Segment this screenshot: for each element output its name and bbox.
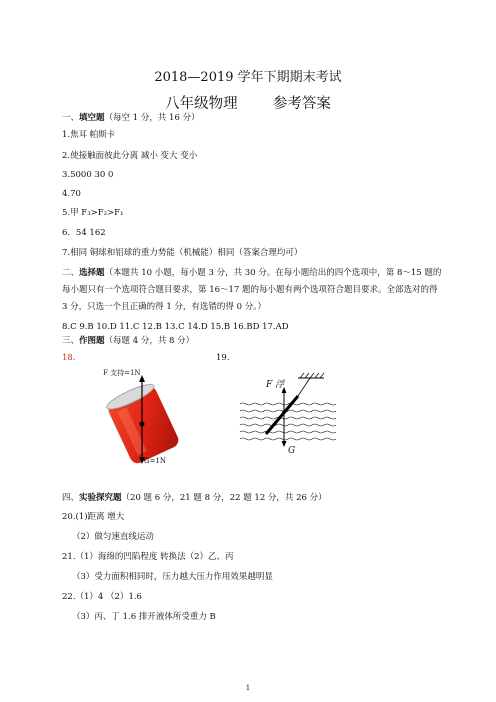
- figure-19: [236, 372, 346, 462]
- answer-3: 3.5000 30 0: [62, 170, 114, 180]
- gravity-label-19: G: [288, 446, 296, 456]
- answer-21-3: （3）受力面积相同时，压力越大压力作用效果越明显: [72, 572, 273, 582]
- support-force-label: F 支持=1N: [103, 369, 141, 377]
- section3-heading: 三、作图题（每题 4 分，共 8 分）: [62, 336, 195, 346]
- section1-heading: 一、填空题（每空 1 分，共 16 分）: [62, 113, 200, 123]
- answer-21-1: 21.（1）海绵的凹陷程度 转换法（2）乙、丙: [62, 552, 234, 562]
- answer-title: [0, 92, 496, 113]
- answer-4: 4.70: [62, 189, 81, 199]
- section2-heading: 二、选择题（本题共 10 小题，每小题 3 分，共 30 分。在每小题给出的四个选项中，第 8～15 题的每小题只有一个选项符合题目要求，第 16～17 题的每小题有两个选项符合题目要求。全部选对的得 3 分，只选一个且正确的得 1 分，有选错的得 0 分。）: [62, 268, 442, 312]
- subject-label: 八年级物理: [165, 96, 238, 112]
- answer-20-2: （2）做匀速直线运动: [72, 532, 154, 542]
- answer-2: 2.使接触面彼此分离 减小 变大 变小: [62, 151, 198, 161]
- answer-22-1: 22.（1）4 （2）1.6: [62, 592, 142, 602]
- exam-title: 2018—2019 学年下期期末考试: [154, 70, 342, 85]
- choice-answers: 8.C 9.B 10.D 11.C 12.B 13.C 14.D 15.B 16.BD 17.AD: [62, 322, 289, 332]
- q19-label: 19.: [216, 353, 230, 363]
- page-number: 1: [245, 684, 251, 692]
- answer-label: 参考答案: [272, 96, 331, 112]
- answer-6: 6．54 162: [62, 228, 106, 238]
- answer-20-1: 20.(1)距离 增大: [62, 512, 125, 522]
- answer-1: 1.焦耳 帕斯卡: [62, 130, 116, 140]
- answer-22-3: （3）丙、丁 1.6 排开液体所受重力 B: [72, 612, 216, 622]
- q18-label: 18.: [62, 353, 76, 363]
- answer-5: 5.甲 F₃>F₂>F₁: [62, 208, 124, 218]
- figure-18: [95, 369, 195, 467]
- buoyancy-label: F 浮: [266, 380, 285, 390]
- answer-7: 7.相同 铜球和铝球的重力势能（机械能）相同（答案合理均可）: [62, 248, 303, 258]
- section4-heading: 四、实验探究题（20 题 6 分，21 题 8 分，22 题 12 分，共 26 分）: [62, 493, 327, 503]
- gravity-label-18: G=1N: [144, 457, 167, 465]
- can-force-diagram: [95, 372, 195, 467]
